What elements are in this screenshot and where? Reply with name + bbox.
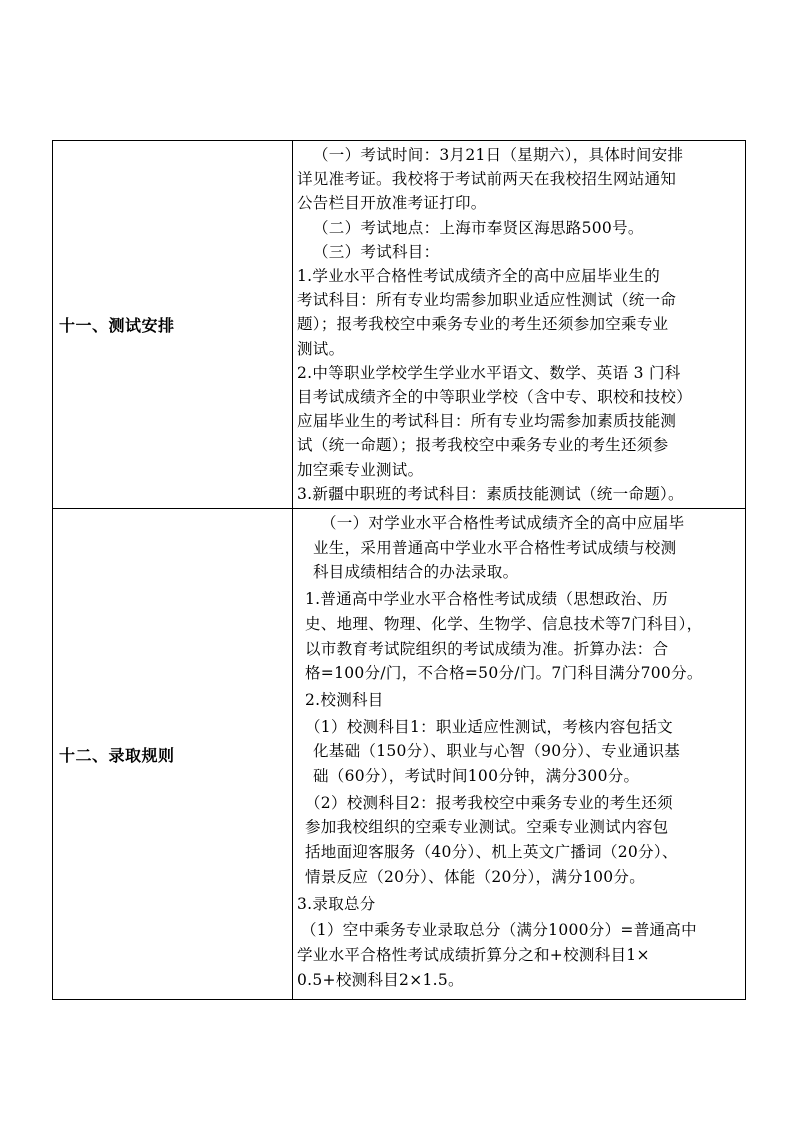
text-line: 公告栏目开放准考证打印。 xyxy=(297,194,487,213)
text-line: 业生，采用普通高中学业水平合格性考试成绩与校测 xyxy=(313,538,677,557)
admission-table xyxy=(52,140,746,1000)
text-line: 3.新疆中职班的考试科目：素质技能测试（统一命题）。 xyxy=(297,484,684,503)
text-line: （1）空中乘务专业录取总分（满分1000分）=普通高中 xyxy=(301,921,697,940)
text-line: 1.学业水平合格性考试成绩齐全的高中应届毕业生的 xyxy=(297,267,660,286)
text-line: 2.校测科目 xyxy=(305,690,384,709)
text-line: 加空乘专业测试。 xyxy=(297,460,424,479)
section-content xyxy=(293,509,746,1000)
text-line: 科目成绩相结合的办法录取。 xyxy=(313,563,519,582)
text-line: 括地面迎客服务（40分）、机上英文广播词（20分）、 xyxy=(305,843,678,862)
text-line: 3.录取总分 xyxy=(297,894,376,913)
text-line: 情景反应（20分）、体能（20分），满分100分。 xyxy=(305,867,646,886)
text-line: 题）；报考我校空中乘务专业的考生还须参加空乘专业 xyxy=(297,315,669,334)
text-line: 化基础（150分）、职业与心智（90分）、专业通识基 xyxy=(313,742,681,761)
text-line: 以市教育考试院组织的考试成绩为准。折算办法：合 xyxy=(305,639,669,658)
text-line: 详见准考证。我校将于考试前两天在我校招生网站通知 xyxy=(297,170,677,189)
text-line: （二）考试地点：上海市奉贤区海思路500号。 xyxy=(313,218,644,237)
table-row xyxy=(53,509,746,1000)
text-line: 应届毕业生的考试科目：所有专业均需参加素质技能测 xyxy=(297,412,677,431)
text-line: 0.5+校测科目2×1.5。 xyxy=(297,970,464,989)
text-line: （1）校测科目1：职业适应性测试，考核内容包括文 xyxy=(305,717,673,736)
text-line: 1.普通高中学业水平合格性考试成绩（思想政治、历 xyxy=(305,590,668,609)
text-line: 试（统一命题）；报考我校空中乘务专业的考生还须参 xyxy=(297,436,669,455)
table-row xyxy=(53,141,746,509)
text-line: 考试科目：所有专业均需参加职业适应性测试（统一命 xyxy=(297,291,677,310)
text-line: 目考试成绩齐全的中等职业学校（含中专、职校和技校） xyxy=(297,388,693,407)
text-line: 学业水平合格性考试成绩折算分之和+校测科目1× xyxy=(297,946,650,964)
text-line: 史、地理、物理、化学、生物学、信息技术等7门科目）， xyxy=(305,614,703,633)
text-line: 2.中等职业学校学生学业水平语文、数学、英语 3 门科 xyxy=(297,363,681,382)
text-line: 测试。 xyxy=(297,339,345,358)
section-content xyxy=(293,141,746,509)
text-line: （一）考试时间：3月21日（星期六），具体时间安排 xyxy=(313,146,684,164)
text-line: 础（60分），考试时间100分钟，满分300分。 xyxy=(313,767,640,786)
text-line: （2）校测科目2：报考我校空中乘务专业的考生还须 xyxy=(305,793,673,812)
section-label: 十二、录取规则 xyxy=(53,509,293,1000)
text-line: （一）对学业水平合格性考试成绩齐全的高中应届毕 xyxy=(321,514,685,533)
section-label: 十一、测试安排 xyxy=(53,141,293,509)
text-line: （三）考试科目： xyxy=(313,242,440,261)
text-line: 格=100分/门，不合格=50分/门。7门科目满分700分。 xyxy=(305,664,703,683)
text-line: 参加我校组织的空乘专业测试。空乘专业测试内容包 xyxy=(305,818,669,837)
